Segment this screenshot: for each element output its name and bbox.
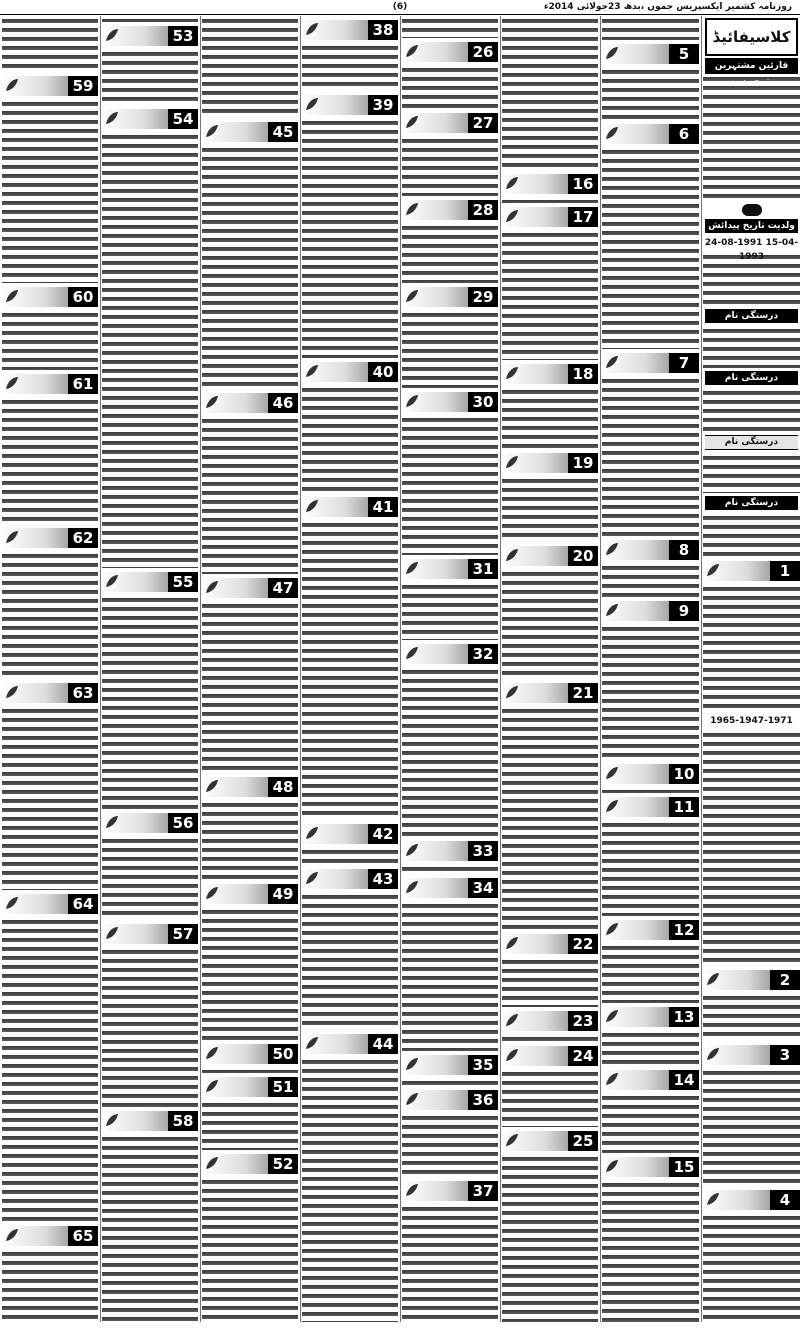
ad-number: 56	[168, 813, 198, 833]
leaf-icon	[605, 542, 619, 556]
ad-header	[102, 924, 198, 944]
leaf-icon	[706, 972, 720, 986]
ad-header	[502, 934, 598, 954]
ad-text	[703, 993, 800, 1041]
ad-number: 31	[468, 559, 498, 579]
ad-number: 22	[568, 934, 598, 954]
leaf-icon	[405, 1183, 419, 1197]
leaf-icon	[505, 685, 519, 699]
leaf-icon	[205, 395, 219, 409]
ad-number: 36	[468, 1090, 498, 1110]
ad-text	[402, 667, 498, 837]
ad-text	[502, 1069, 598, 1127]
leaf-icon	[105, 815, 119, 829]
ad-number: 33	[468, 841, 498, 861]
ad-text	[502, 1154, 598, 1322]
ad-text	[402, 901, 498, 1051]
ad-text	[602, 563, 699, 597]
ad-number: 1	[770, 561, 800, 581]
ad-number: 5	[669, 44, 699, 64]
ad-header	[402, 200, 498, 220]
ad-text	[703, 730, 800, 966]
ad-text	[602, 147, 699, 349]
ad-text	[502, 197, 598, 203]
ad-header	[202, 1044, 298, 1064]
ad-text	[102, 595, 198, 809]
leaf-icon	[105, 926, 119, 940]
ad-text	[703, 584, 800, 712]
ad-number: 65	[68, 1226, 98, 1246]
leaf-icon	[305, 499, 319, 513]
ad-number: 25	[568, 1131, 598, 1151]
ad-text	[602, 624, 699, 760]
leaf-icon	[5, 289, 19, 303]
ad-header	[703, 561, 800, 581]
ad-text	[202, 16, 298, 118]
ad-header	[202, 884, 298, 904]
ad-number: 4	[770, 1190, 800, 1210]
ad-text	[302, 520, 398, 820]
leaf-icon	[706, 1192, 720, 1206]
ad-text	[402, 65, 498, 109]
ad-number: 35	[468, 1055, 498, 1075]
ad-text	[202, 416, 298, 574]
ad-text	[202, 1100, 298, 1150]
ad-number: 6	[669, 124, 699, 144]
ad-text	[602, 376, 699, 536]
ad-text	[502, 230, 598, 360]
ad-header	[202, 578, 298, 598]
ad-header	[703, 1045, 800, 1065]
ad-number: 12	[669, 920, 699, 940]
ad-number: 54	[168, 109, 198, 129]
ad-text	[502, 957, 598, 1007]
ad-header	[2, 374, 98, 394]
ad-text	[102, 1134, 198, 1322]
ad-number: 20	[568, 546, 598, 566]
column-2	[102, 16, 198, 1322]
ad-header	[302, 362, 398, 382]
ad-text	[703, 1213, 800, 1322]
ad-header	[2, 894, 98, 914]
ad-header	[202, 1077, 298, 1097]
column-7	[602, 16, 699, 1322]
ad-header	[602, 540, 699, 560]
classified-column	[703, 16, 800, 1322]
ad-text	[102, 132, 198, 568]
leaf-icon	[405, 1057, 419, 1071]
leaf-icon	[605, 603, 619, 617]
leaf-icon	[205, 124, 219, 138]
ad-header	[302, 95, 398, 115]
ad-text	[502, 706, 598, 930]
notice-text	[703, 74, 800, 202]
leaf-icon	[205, 1156, 219, 1170]
ad-text	[102, 49, 198, 105]
leaf-icon	[5, 896, 19, 910]
ad-number: 16	[568, 174, 598, 194]
ad-header	[402, 1055, 498, 1075]
ad-text	[302, 118, 398, 358]
ad-header	[102, 572, 198, 592]
ad-header	[402, 841, 498, 861]
leaf-icon	[605, 355, 619, 369]
leaf-icon	[405, 1092, 419, 1106]
ad-header	[202, 1154, 298, 1174]
column-4	[302, 16, 398, 1322]
column-5	[402, 16, 498, 1322]
ad-number: 10	[669, 764, 699, 784]
ad-number: 42	[368, 824, 398, 844]
ad-number: 39	[368, 95, 398, 115]
ad-header	[502, 1011, 598, 1031]
ad-number: 37	[468, 1181, 498, 1201]
ad-number: 32	[468, 644, 498, 664]
ad-header	[602, 764, 699, 784]
ad-header	[602, 601, 699, 621]
ad-header	[402, 1181, 498, 1201]
ad-number: 63	[68, 683, 98, 703]
ad-text	[502, 16, 598, 170]
ad-number: 27	[468, 113, 498, 133]
ad-text	[703, 1068, 800, 1186]
leaf-icon	[505, 1048, 519, 1062]
leaf-icon	[605, 922, 619, 936]
ad-text	[2, 551, 98, 679]
ad-number: 2	[770, 970, 800, 990]
ad-text	[703, 453, 800, 493]
ad-text	[202, 145, 298, 389]
leaf-icon	[105, 111, 119, 125]
ad-text	[602, 16, 699, 40]
masthead-date: روزنامہ کشمیر ایکسپریس جموں ،بدھ 23جولائی 2014ء	[543, 2, 792, 12]
leaf-icon	[605, 766, 619, 780]
leaf-icon	[305, 826, 319, 840]
ad-text	[302, 43, 398, 91]
ad-number: 17	[568, 207, 598, 227]
column-6	[502, 16, 598, 1322]
ad-header	[602, 1007, 699, 1027]
ad-number: 11	[669, 797, 699, 817]
ad-number: 19	[568, 453, 598, 473]
ad-text	[302, 892, 398, 1030]
leaf-icon	[505, 455, 519, 469]
dates-figures: 24-08-1991 15-04-1993	[704, 238, 799, 262]
ad-text	[703, 388, 800, 432]
ad-header	[302, 869, 398, 889]
ad-header	[502, 207, 598, 227]
leaf-icon	[205, 1046, 219, 1060]
ad-header	[602, 1157, 699, 1177]
ad-number: 52	[268, 1154, 298, 1174]
ad-number: 59	[68, 76, 98, 96]
leaf-icon	[505, 366, 519, 380]
ad-text	[502, 476, 598, 542]
ad-text	[2, 706, 98, 890]
ad-header	[502, 1131, 598, 1151]
leaf-icon	[5, 685, 19, 699]
ad-text	[202, 800, 298, 880]
column-1	[2, 16, 98, 1322]
ad-number: 49	[268, 884, 298, 904]
ad-text	[402, 582, 498, 640]
leaf-icon	[405, 646, 419, 660]
ad-text	[102, 947, 198, 1107]
ad-number: 14	[669, 1070, 699, 1090]
leaf-icon	[105, 574, 119, 588]
ad-text	[2, 16, 98, 72]
leaf-icon	[505, 176, 519, 190]
ad-header	[302, 497, 398, 517]
ad-text	[202, 907, 298, 1040]
ad-text	[703, 513, 800, 557]
ad-text	[102, 836, 198, 920]
ad-text	[402, 1204, 498, 1322]
leaf-icon	[5, 1228, 19, 1242]
ad-header	[602, 920, 699, 940]
leaf-icon	[605, 1072, 619, 1086]
ad-text	[602, 1093, 699, 1153]
leaf-icon	[5, 78, 19, 92]
leaf-icon	[605, 46, 619, 60]
ad-text	[402, 136, 498, 196]
ad-header	[302, 824, 398, 844]
ad-number: 41	[368, 497, 398, 517]
ad-header	[102, 109, 198, 129]
ad-header	[2, 683, 98, 703]
leaf-icon	[505, 209, 519, 223]
leaf-icon	[305, 1036, 319, 1050]
ad-text	[502, 1034, 598, 1042]
ad-text	[2, 99, 98, 283]
ad-header	[102, 813, 198, 833]
ad-header	[602, 353, 699, 373]
ad-number: 58	[168, 1111, 198, 1131]
leaf-icon	[405, 289, 419, 303]
ad-header	[502, 546, 598, 566]
ad-header	[2, 528, 98, 548]
ad-header	[602, 797, 699, 817]
ad-header	[402, 644, 498, 664]
ad-header	[402, 392, 498, 412]
ad-header	[402, 113, 498, 133]
ad-header	[402, 42, 498, 62]
ad-number: 38	[368, 20, 398, 40]
leaf-icon	[205, 580, 219, 594]
leaf-icon	[405, 115, 419, 129]
ad-text	[602, 67, 699, 120]
leaf-icon	[505, 1013, 519, 1027]
leaf-icon	[305, 364, 319, 378]
leaf-icon	[505, 548, 519, 562]
ad-text	[402, 864, 498, 874]
ad-text	[2, 917, 98, 1222]
ad-number: 53	[168, 26, 198, 46]
ad-header	[102, 1111, 198, 1131]
ad-header	[502, 1046, 598, 1066]
ad-number: 15	[669, 1157, 699, 1177]
ad-text	[602, 787, 699, 793]
ad-number: 60	[68, 287, 98, 307]
leaf-icon	[205, 779, 219, 793]
ad-header	[703, 1190, 800, 1210]
leaf-icon	[405, 394, 419, 408]
ad-number: 44	[368, 1034, 398, 1054]
ad-number: 18	[568, 364, 598, 384]
ad-text	[2, 310, 98, 370]
ad-header	[502, 683, 598, 703]
ad-text	[602, 820, 699, 916]
years-line: 1965-1947-1971	[710, 716, 793, 726]
ad-number: 61	[68, 374, 98, 394]
ad-text	[2, 397, 98, 524]
ad-number: 45	[268, 122, 298, 142]
ad-header	[102, 26, 198, 46]
ad-text	[302, 847, 398, 865]
leaf-icon	[205, 1079, 219, 1093]
ad-text	[703, 326, 800, 368]
masthead	[0, 0, 800, 15]
ad-number: 40	[368, 362, 398, 382]
ad-text	[202, 601, 298, 773]
leaf-icon	[405, 880, 419, 894]
ad-number: 50	[268, 1044, 298, 1064]
ad-number: 46	[268, 393, 298, 413]
ad-text	[402, 1113, 498, 1177]
ad-text	[2, 1249, 98, 1322]
leaf-icon	[605, 1159, 619, 1173]
ad-text	[502, 569, 598, 679]
ad-number: 51	[268, 1077, 298, 1097]
ad-header	[202, 122, 298, 142]
leaf-icon	[5, 530, 19, 544]
ad-number: 43	[368, 869, 398, 889]
change-name-header: درستگی نام	[705, 435, 798, 450]
change-name-header: درستگی نام	[705, 371, 798, 385]
logo-stamp	[742, 204, 762, 216]
ad-header	[402, 1090, 498, 1110]
ad-header	[602, 44, 699, 64]
classified-subtitle: قارئین مشتہرین متوجہ ہوں	[705, 58, 798, 74]
ad-number: 29	[468, 287, 498, 307]
ad-header	[502, 453, 598, 473]
ad-number: 62	[68, 528, 98, 548]
ad-header	[602, 1070, 699, 1090]
leaf-icon	[605, 799, 619, 813]
ad-text	[602, 943, 699, 1003]
leaf-icon	[305, 22, 319, 36]
ad-header	[2, 76, 98, 96]
ad-number: 34	[468, 878, 498, 898]
ad-text	[202, 1177, 298, 1322]
leaf-icon	[706, 563, 720, 577]
change-name-header: درستگی نام	[705, 496, 798, 510]
leaf-icon	[605, 126, 619, 140]
ad-text	[302, 1057, 398, 1322]
ad-number: 47	[268, 578, 298, 598]
ad-number: 28	[468, 200, 498, 220]
ad-text	[602, 1180, 699, 1322]
ad-text	[202, 1067, 298, 1073]
ad-header	[402, 287, 498, 307]
ad-header	[502, 174, 598, 194]
leaf-icon	[405, 843, 419, 857]
ad-text	[402, 223, 498, 283]
ad-number: 8	[669, 540, 699, 560]
birth-header: ولدیت تاریخ پیدائش	[705, 219, 798, 233]
leaf-icon	[305, 871, 319, 885]
ad-header	[402, 878, 498, 898]
ad-header	[202, 393, 298, 413]
classified-title: کلاسیفائیڈ	[705, 18, 798, 56]
leaf-icon	[706, 1047, 720, 1061]
leaf-icon	[305, 97, 319, 111]
ad-number: 21	[568, 683, 598, 703]
ad-number: 3	[770, 1045, 800, 1065]
ad-header	[2, 287, 98, 307]
ad-number: 30	[468, 392, 498, 412]
ad-text	[302, 385, 398, 493]
ad-number: 13	[669, 1007, 699, 1027]
ad-text	[402, 1078, 498, 1086]
leaf-icon	[505, 1133, 519, 1147]
ad-header	[602, 124, 699, 144]
ad-header	[703, 970, 800, 990]
leaf-icon	[105, 1113, 119, 1127]
leaf-icon	[5, 376, 19, 390]
ad-text	[502, 387, 598, 449]
ad-header	[202, 777, 298, 797]
leaf-icon	[405, 561, 419, 575]
ad-number: 24	[568, 1046, 598, 1066]
ad-number: 23	[568, 1011, 598, 1031]
ad-number: 55	[168, 572, 198, 592]
ad-header	[302, 1034, 398, 1054]
leaf-icon	[405, 44, 419, 58]
leaf-icon	[605, 1009, 619, 1023]
leaf-icon	[405, 202, 419, 216]
ad-number: 26	[468, 42, 498, 62]
ad-header	[2, 1226, 98, 1246]
ad-number: 48	[268, 777, 298, 797]
ad-number: 7	[669, 353, 699, 373]
leaf-icon	[205, 886, 219, 900]
ad-header	[302, 20, 398, 40]
ad-header	[502, 364, 598, 384]
change-name-header: درستگی نام	[705, 309, 798, 323]
ad-text	[402, 415, 498, 555]
page-number: (6)	[392, 2, 408, 12]
ad-number: 57	[168, 924, 198, 944]
ad-number: 64	[68, 894, 98, 914]
column-3	[202, 16, 298, 1322]
ad-number: 9	[669, 601, 699, 621]
ad-text	[602, 1030, 699, 1066]
leaf-icon	[105, 28, 119, 42]
ad-text	[402, 16, 498, 38]
ad-header	[402, 559, 498, 579]
ad-text	[402, 310, 498, 388]
leaf-icon	[505, 936, 519, 950]
